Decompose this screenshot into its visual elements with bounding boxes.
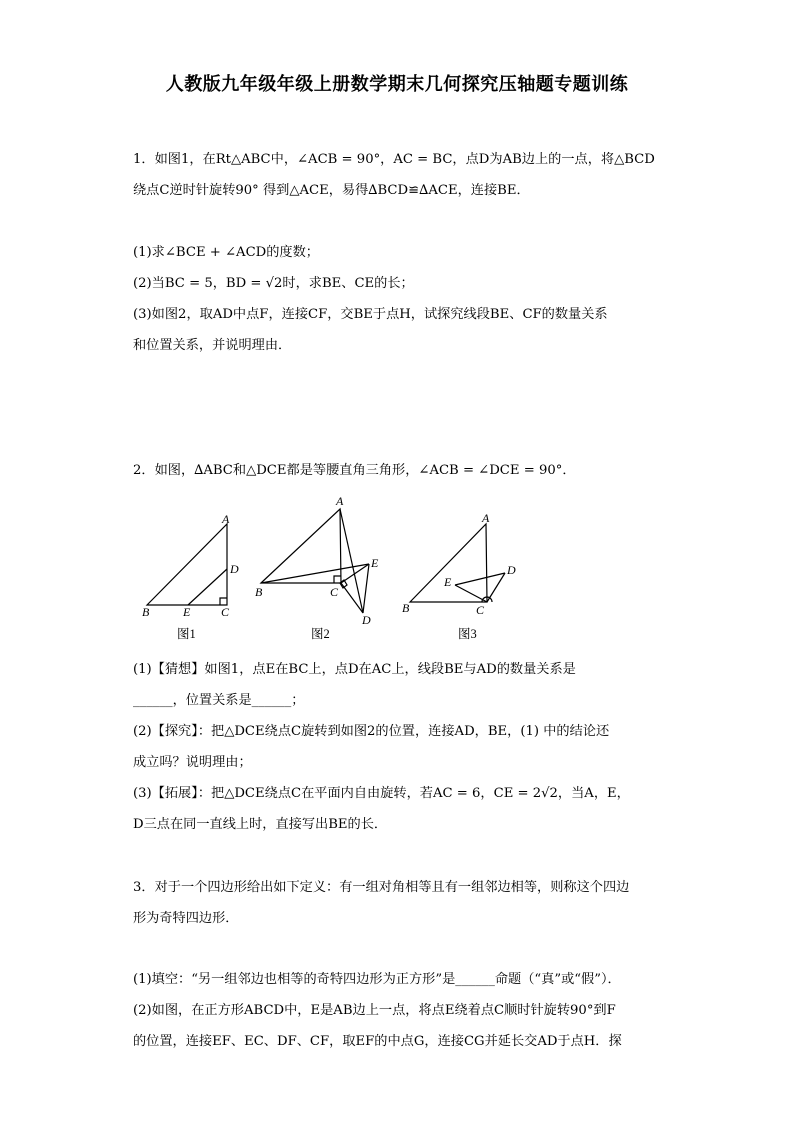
q3-stem-line-1: 3．对于一个四边形给出如下定义：有一组对角相等且有一组邻边相等，则称这个四边 xyxy=(133,880,630,895)
q1-stem-line-2: 绕点C逆时针旋转90° 得到△ACE，易得∆BCD≌∆ACE，连接BE． xyxy=(133,183,530,198)
figure-3-caption: 图3 xyxy=(458,627,477,641)
fig1-label-d: D xyxy=(230,562,239,576)
q2-part-2-line-2: 成立吗？说明理由； xyxy=(133,755,252,770)
fig2-label-a: A xyxy=(336,494,344,508)
figure-2-diagram xyxy=(261,509,369,613)
q2-figures-svg xyxy=(133,492,673,652)
fig1-label-e: E xyxy=(183,605,191,619)
page-title: 人教版九年级年级上册数学期末几何探究压轴题专题训练 xyxy=(165,74,629,95)
q3-part-2-line-2: 的位置，连接EF、EC、DF、CF，取EF的中点G，连接CG并延长交AD于点H．探 xyxy=(133,1034,622,1049)
figure-3-diagram xyxy=(410,524,505,602)
q2-part-3-line-1: (3)【拓展】：把△DCE绕点C在平面内自由旋转，若AC = 6，CE = 2√2，当A，E， xyxy=(133,786,630,801)
q2-part-1-line-2: ______，位置关系是______； xyxy=(133,693,305,708)
fig2-label-b: B xyxy=(255,585,263,599)
fig2-label-e: E xyxy=(371,556,379,570)
fig3-label-a: A xyxy=(482,511,490,525)
figure-1-caption: 图1 xyxy=(177,627,196,641)
q3-part-1: (1)填空：“另一组邻边也相等的奇特四边形为正方形”是______命题（“真”或“假”）． xyxy=(133,972,621,987)
fig1-label-c: C xyxy=(221,605,230,619)
q2-figures xyxy=(133,492,673,652)
fig2-label-c: C xyxy=(330,585,339,599)
figure-1-diagram xyxy=(147,524,227,605)
fig3-label-b: B xyxy=(402,601,410,615)
figure-2-caption: 图2 xyxy=(311,627,330,641)
q1-part-1: (1)求∠BCE + ∠ACD的度数； xyxy=(133,245,319,260)
q2-part-3-line-2: D三点在同一直线上时，直接写出BE的长． xyxy=(133,817,388,832)
q1-part-3-line-2: 和位置关系，并说明理由． xyxy=(133,338,292,353)
fig3-label-e: E xyxy=(444,575,452,589)
q1-stem-line-1: 1．如图1，在Rt△ABC中，∠ACB = 90°，AC = BC，点D为AB边上的一点，将△BCD xyxy=(133,152,655,167)
q2-stem: 2．如图，∆ABC和△DCE都是等腰直角三角形，∠ACB = ∠DCE = 90°． xyxy=(133,463,576,478)
fig3-label-c: C xyxy=(476,603,485,617)
fig1-label-a: A xyxy=(222,512,230,526)
q2-part-2-line-1: (2)【探究】：把△DCE绕点C旋转到如图2的位置，连接AD，BE，(1) 中的结论还 xyxy=(133,724,610,739)
fig1-label-b: B xyxy=(142,605,150,619)
fig2-label-d: D xyxy=(362,613,371,627)
q1-part-3-line-1: (3)如图2，取AD中点F，连接CF，交BE于点H，试探究线段BE、CF的数量关系 xyxy=(133,307,608,322)
fig3-label-d: D xyxy=(507,563,516,577)
q1-part-2: (2)当BC = 5，BD = √2时，求BE、CE的长； xyxy=(133,276,414,291)
q3-stem-line-2: 形为奇特四边形． xyxy=(133,911,239,926)
q2-part-1-line-1: (1)【猜想】如图1，点E在BC上，点D在AC上，线段BE与AD的数量关系是 xyxy=(133,662,576,677)
q3-part-2-line-1: (2)如图，在正方形ABCD中，E是AB边上一点，将点E绕着点C顺时针旋转90°到F xyxy=(133,1003,616,1018)
